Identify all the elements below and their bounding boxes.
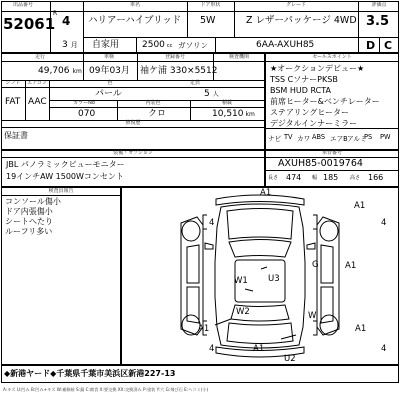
capacity-unit: 人 <box>212 91 219 98</box>
month-value: 3 <box>62 40 68 50</box>
frame-number: AXUH85-0019764 <box>278 158 363 169</box>
sales-point-line: BSM HUD RCTA <box>270 86 331 95</box>
interior-color-label: 内装色 <box>145 100 161 106</box>
color-code: 070 <box>78 109 96 119</box>
damage-mark-hood: G <box>312 260 319 270</box>
score-label: 評価点 <box>371 2 387 8</box>
history-label: 修復歴 <box>125 120 141 126</box>
displacement-value: 2500 <box>142 40 165 50</box>
month <box>62 41 78 50</box>
damage-mark-roof: U3 <box>268 274 280 284</box>
size-length: 474 <box>286 173 302 182</box>
option-ps: PS <box>364 133 373 141</box>
damage-legend: A:キズ U:凹み B:凹み+キズ W:補修跡 S:錆 C:腐食 X:要交換 XX:交換済み P:塗装 Y:穴 G:飛び石 E:ヘコミ(小) <box>3 387 209 392</box>
exterior-grade: C <box>384 39 393 52</box>
year-era: R <box>53 10 58 17</box>
option-leather: カワ <box>297 135 311 143</box>
option-abs: ABS <box>312 133 326 141</box>
remarks: 保証書 <box>4 131 28 140</box>
displacement-unit: cc <box>166 43 173 49</box>
interior-grade: D <box>366 39 376 52</box>
mileage <box>38 67 82 76</box>
capacity <box>204 90 219 99</box>
tire-right-front: 4 <box>381 218 387 228</box>
equipment-title: 装備・オプション <box>113 150 153 156</box>
sales-point-line: 前席ヒーター&ベンチレーター <box>270 97 380 106</box>
damage-mark-right-front: A1 <box>354 201 366 211</box>
damage-mark-rear-u2: U2 <box>284 354 296 364</box>
model-code: 6AA-AXUH85 <box>256 40 315 50</box>
shift: FAT <box>5 97 21 107</box>
sales-point-line: デジタルインナーミラー <box>270 119 358 128</box>
option-tv: TV <box>284 133 293 141</box>
score: 3.5 <box>366 14 390 29</box>
fuel: ガソリン <box>178 41 208 50</box>
load-unit: km <box>245 111 255 118</box>
option-navi: ナビ <box>268 135 282 143</box>
ac: AAC <box>28 97 47 107</box>
size-width: 185 <box>323 173 339 182</box>
tire-right-rear: 4 <box>381 344 387 354</box>
color-code-label: カラーNo <box>73 100 95 106</box>
grade: Z レザーパッケージ 4WD <box>246 15 357 26</box>
mileage-value: 49,706 <box>38 66 70 76</box>
frame-title: 車台番号 <box>321 150 342 156</box>
car-outline-diagram <box>121 187 399 365</box>
inspector-title: 検査員報告 <box>48 188 74 194</box>
plate: 袖ケ浦 330×5512 <box>140 66 218 76</box>
tire-left-front: 4 <box>209 218 215 228</box>
load-label: 積載 <box>221 100 232 106</box>
sales-point-line: TSS CソナーPKSB <box>270 75 338 84</box>
mileage-unit: km <box>72 68 82 75</box>
size-length-label: 長さ <box>268 175 279 181</box>
option-pw: PW <box>380 133 391 141</box>
mileage-label: 走行 <box>34 54 45 60</box>
size-width-label: 幅 <box>312 175 318 181</box>
equipment-line: 19インチAW 1500Wコンセント <box>6 172 124 181</box>
month-suffix: 月 <box>70 41 78 49</box>
size-height: 166 <box>368 173 384 182</box>
capacity-label: 定員 <box>189 80 200 86</box>
load-value: 10,510 <box>212 109 244 119</box>
doors-label: ドア形状 <box>200 2 221 8</box>
inspector-line: ドア内張傷小 <box>5 207 53 216</box>
damage-mark-right-door: A1 <box>345 261 357 271</box>
color-label: 色 <box>107 80 113 86</box>
damage-mark-right-rear: A1 <box>355 324 367 334</box>
lot-label: 出品番号 <box>12 2 33 8</box>
interior-color: クロ <box>148 109 167 119</box>
option-airbag: エアB <box>330 135 348 143</box>
ac-label: エアコン <box>27 80 47 86</box>
sales-points-title: セールスポイント <box>312 54 352 60</box>
sales-point-line: ★オークションデビュー★ <box>270 64 365 73</box>
inspection: 09年03月 <box>89 66 130 76</box>
tire-left-rear: 4 <box>209 344 215 354</box>
damage-mark-left-door: W1 <box>234 276 248 286</box>
sales-point-line: ステアリングヒーター <box>270 108 350 117</box>
damage-mark-front: A1 <box>260 188 272 198</box>
lot-number: 52061 <box>3 15 56 33</box>
equipment-line: JBL パノラミックビューモニター <box>6 160 125 169</box>
inspector-line: ルーフリ多い <box>5 227 53 236</box>
doors: 5W <box>200 15 216 26</box>
venue-address: ◆新港ヤード◆千葉県千葉市美浜区新港227-13 <box>4 369 176 378</box>
damage-mark-rear-w: W <box>308 311 317 321</box>
model-year: 4 <box>62 14 71 28</box>
car-name-label: 車名 <box>129 2 140 8</box>
size-height-label: 高さ <box>350 175 361 181</box>
color: パール <box>95 89 122 99</box>
car-name: ハリアーハイブリッド <box>88 15 182 26</box>
displacement <box>142 41 172 50</box>
check-label: 検査機関 <box>228 54 249 60</box>
damage-mark-left-rear: A1 <box>198 324 210 334</box>
inspection-label: 車検 <box>103 54 114 60</box>
damage-mark-left-rear-door: W2 <box>236 307 250 317</box>
damage-mark-rear: A1 <box>253 344 265 354</box>
use-type: 自家用 <box>92 40 120 50</box>
inspector-line: コンソール傷小 <box>5 197 61 206</box>
option-alloy: アルミ <box>347 135 367 143</box>
plate-label: 登録番号 <box>164 54 185 60</box>
shift-label: シフト <box>5 80 21 86</box>
capacity-value: 5 <box>204 89 210 99</box>
load <box>212 110 255 119</box>
inspector-line: シートへたり <box>5 217 53 226</box>
grade-label: グレード <box>285 2 306 8</box>
